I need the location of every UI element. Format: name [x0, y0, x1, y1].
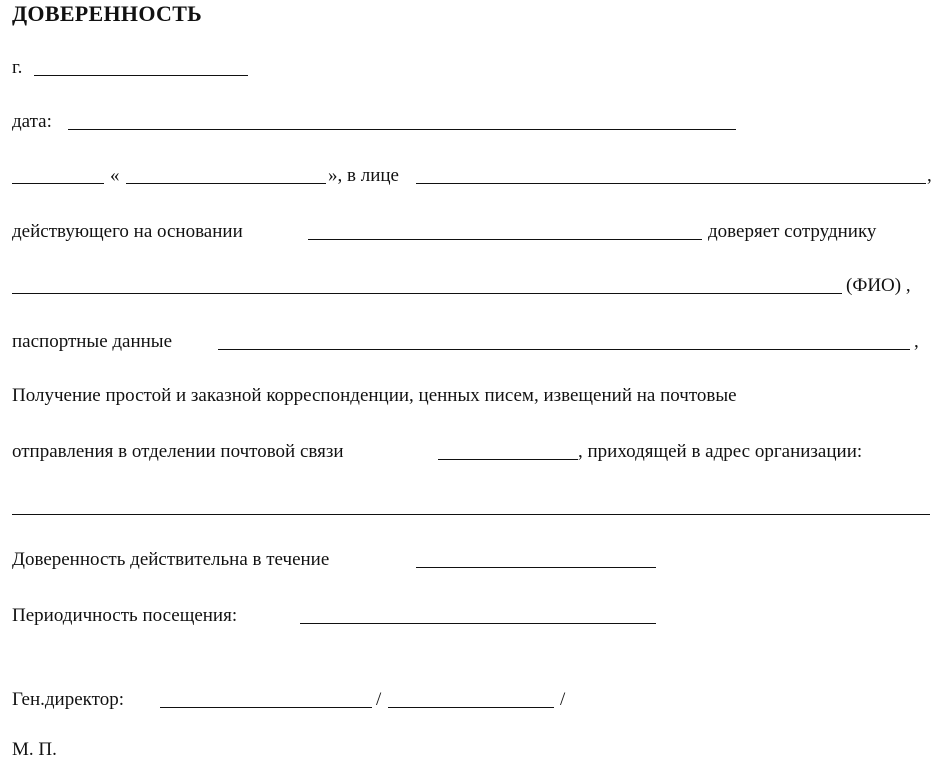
organization-row: [12, 164, 932, 188]
org-name-field[interactable]: [126, 183, 326, 184]
city-field[interactable]: [34, 75, 248, 76]
basis-row: [12, 220, 932, 244]
organization-address-field[interactable]: [12, 514, 930, 515]
validity-row: [12, 548, 932, 572]
slash-separator: /: [376, 689, 382, 710]
post-office-field[interactable]: [438, 459, 578, 460]
open-quote: «: [110, 165, 120, 186]
document-title: ДОВЕРЕННОСТЬ: [12, 1, 203, 26]
date-label: дата:: [12, 111, 52, 132]
director-signature-field[interactable]: [160, 707, 372, 708]
passport-label: паспортные данные: [12, 331, 173, 352]
slash-separator: /: [560, 689, 566, 710]
paragraph-line-2: [12, 440, 936, 464]
director-name-field[interactable]: [388, 707, 554, 708]
fio-label: (ФИО) ,: [846, 275, 911, 296]
director-row: [12, 688, 932, 712]
representative-field[interactable]: [416, 183, 926, 184]
passport-row: [12, 330, 932, 354]
in-person-label: », в лице: [328, 165, 399, 186]
validity-label: Доверенность действительна в течение: [12, 549, 330, 570]
paragraph-text-2-start: отправления в отделении почтовой связи: [12, 441, 344, 462]
frequency-row: [12, 604, 932, 628]
director-label: Ген.директор:: [12, 689, 124, 710]
acting-basis-label: действующего на основании: [12, 221, 243, 242]
frequency-field[interactable]: [300, 623, 656, 624]
paragraph-text-2-end: , приходящей в адрес организации:: [578, 441, 863, 462]
city-label: г.: [12, 57, 23, 78]
passport-field[interactable]: [218, 349, 910, 350]
date-row: [12, 110, 932, 134]
org-form-field[interactable]: [12, 183, 104, 184]
comma: ,: [927, 165, 932, 186]
stamp-row: [12, 738, 932, 762]
comma: ,: [914, 331, 919, 352]
paragraph-line-1: [12, 384, 932, 408]
city-row: [12, 56, 932, 80]
frequency-label: Периодичность посещения:: [12, 605, 238, 626]
employee-fio-field[interactable]: [12, 293, 842, 294]
fio-row: [12, 274, 932, 298]
date-field[interactable]: [68, 129, 736, 130]
paragraph-text-1: Получение простой и заказной корреспонденции, ценных писем, извещений на почтовые: [12, 385, 737, 406]
stamp-label: М. П.: [12, 739, 57, 760]
validity-field[interactable]: [416, 567, 656, 568]
trusts-employee-label: доверяет сотруднику: [708, 221, 877, 242]
basis-field[interactable]: [308, 239, 702, 240]
